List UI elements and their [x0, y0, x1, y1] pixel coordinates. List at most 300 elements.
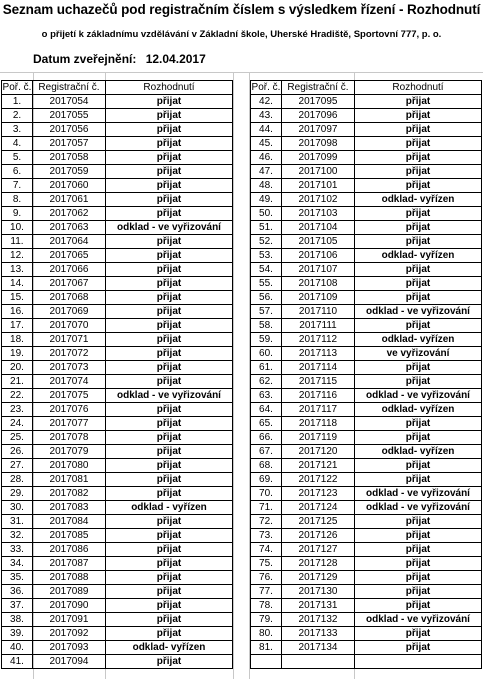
row-result: odklad- vyřízen [355, 249, 482, 263]
page-subtitle: o přijetí k základnímu vzdělávání v Základní škole, Uherské Hradiště, Sportovní 777, p. o. [41, 29, 442, 40]
table-row [2, 459, 233, 473]
table-row [2, 95, 233, 109]
row-result: přijat [355, 291, 482, 305]
row-index: 55. [251, 277, 282, 291]
table-row [2, 333, 233, 347]
row-reg-number: 2017090 [33, 599, 106, 613]
row-result: přijat [106, 123, 233, 137]
table-row [251, 361, 482, 375]
row-reg-number: 2017107 [282, 263, 355, 277]
row-index: 40. [2, 641, 33, 655]
row-index: 79. [251, 613, 282, 627]
row-result: přijat [355, 627, 482, 641]
row-index: 41. [2, 655, 33, 669]
table-row [251, 123, 482, 137]
row-result: přijat [106, 459, 233, 473]
row-reg-number: 2017121 [282, 459, 355, 473]
row-result: přijat [106, 557, 233, 571]
row-reg-number: 2017074 [33, 375, 106, 389]
table-row [251, 305, 482, 319]
row-index: 38. [2, 613, 33, 627]
row-reg-number: 2017082 [33, 487, 106, 501]
row-index: 54. [251, 263, 282, 277]
table-row [2, 151, 233, 165]
row-index: 17. [2, 319, 33, 333]
table-row [2, 361, 233, 375]
row-result: přijat [355, 95, 482, 109]
row-result: přijat [106, 165, 233, 179]
row-result: přijat [106, 613, 233, 627]
row-result: přijat [106, 291, 233, 305]
table-row [2, 277, 233, 291]
row-index: 19. [2, 347, 33, 361]
table-row [2, 137, 233, 151]
row-result: přijat [355, 137, 482, 151]
row-result: odklad- vyřízen [355, 445, 482, 459]
row-result: přijat [106, 193, 233, 207]
row-reg-number: 2017079 [33, 445, 106, 459]
row-result: přijat [106, 445, 233, 459]
table-row [2, 473, 233, 487]
row-reg-number: 2017096 [282, 109, 355, 123]
row-index: 2. [2, 109, 33, 123]
row-result: přijat [106, 151, 233, 165]
date-label: Datum zveřejnění: [33, 52, 137, 66]
row-index: 58. [251, 319, 282, 333]
table-row [251, 207, 482, 221]
row-result: přijat [355, 515, 482, 529]
row-index: 72. [251, 515, 282, 529]
row-result: přijat [355, 319, 482, 333]
row-result: přijat [106, 235, 233, 249]
table-row [2, 403, 233, 417]
row-index: 62. [251, 375, 282, 389]
row-reg-number: 2017071 [33, 333, 106, 347]
row-index: 33. [2, 543, 33, 557]
row-index: 74. [251, 543, 282, 557]
row-result: přijat [355, 459, 482, 473]
row-index: 14. [2, 277, 33, 291]
table-row [2, 431, 233, 445]
row-index: 25. [2, 431, 33, 445]
row-result: přijat [106, 543, 233, 557]
row-result: přijat [355, 641, 482, 655]
row-result: přijat [106, 361, 233, 375]
row-index: 34. [2, 557, 33, 571]
results-table-right [250, 80, 482, 669]
row-reg-number: 2017081 [33, 473, 106, 487]
results-table-left [1, 80, 233, 669]
row-index: 6. [2, 165, 33, 179]
row-result: přijat [106, 375, 233, 389]
row-reg-number: 2017089 [33, 585, 106, 599]
row-index: 45. [251, 137, 282, 151]
row-reg-number: 2017065 [33, 249, 106, 263]
row-reg-number: 2017110 [282, 305, 355, 319]
date-value: 12.04.2017 [145, 52, 206, 66]
row-result: přijat [106, 515, 233, 529]
row-reg-number: 2017134 [282, 641, 355, 655]
table-row [251, 165, 482, 179]
header-index: Poř. č. [2, 82, 32, 93]
row-index: 80. [251, 627, 282, 641]
table-row [251, 263, 482, 277]
row-result: přijat [355, 235, 482, 249]
table-row [2, 375, 233, 389]
table-row [2, 613, 233, 627]
row-reg-number: 2017088 [33, 571, 106, 585]
table-row [2, 179, 233, 193]
row-result: přijat [106, 249, 233, 263]
row-result: přijat [355, 277, 482, 291]
row-index: 13. [2, 263, 33, 277]
row-index: 27. [2, 459, 33, 473]
table-row [2, 319, 233, 333]
row-index: 20. [2, 361, 33, 375]
row-result: přijat [355, 151, 482, 165]
table-row [2, 501, 233, 515]
row-index: 31. [2, 515, 33, 529]
row-reg-number: 2017058 [33, 151, 106, 165]
table-header-row [2, 81, 233, 95]
row-reg-number: 2017122 [282, 473, 355, 487]
row-reg-number: 2017055 [33, 109, 106, 123]
row-index: 32. [2, 529, 33, 543]
row-reg-number: 2017108 [282, 277, 355, 291]
table-row [2, 249, 233, 263]
row-reg-number: 2017104 [282, 221, 355, 235]
row-reg-number: 2017092 [33, 627, 106, 641]
table-row [251, 277, 482, 291]
row-index: 44. [251, 123, 282, 137]
row-reg-number: 2017132 [282, 613, 355, 627]
row-index: 43. [251, 109, 282, 123]
row-index: 60. [251, 347, 282, 361]
table-row [251, 655, 482, 669]
row-result: přijat [106, 417, 233, 431]
row-index: 30. [2, 501, 33, 515]
row-reg-number: 2017061 [33, 193, 106, 207]
row-result: přijat [355, 431, 482, 445]
row-reg-number: 2017054 [33, 95, 106, 109]
table-row [2, 109, 233, 123]
table-row [2, 263, 233, 277]
row-result: přijat [106, 207, 233, 221]
row-result: přijat [106, 529, 233, 543]
row-index: 24. [2, 417, 33, 431]
row-result: přijat [106, 487, 233, 501]
row-index [251, 655, 282, 669]
row-reg-number: 2017111 [282, 319, 355, 333]
row-reg-number: 2017123 [282, 487, 355, 501]
row-index: 71. [251, 501, 282, 515]
table-row [2, 291, 233, 305]
row-result: odklad - ve vyřizování [355, 487, 482, 501]
table-row [251, 221, 482, 235]
table-row [251, 389, 482, 403]
row-result: přijat [355, 109, 482, 123]
table-row [251, 235, 482, 249]
table-row [2, 193, 233, 207]
table-row [251, 319, 482, 333]
row-result: přijat [106, 109, 233, 123]
row-reg-number: 2017127 [282, 543, 355, 557]
row-reg-number: 2017060 [33, 179, 106, 193]
row-index: 78. [251, 599, 282, 613]
table-row [2, 445, 233, 459]
table-row [2, 543, 233, 557]
row-result: přijat [355, 557, 482, 571]
table-row [251, 515, 482, 529]
row-result: odklad- vyřízen [355, 403, 482, 417]
grid-line [0, 72, 483, 73]
row-index: 57. [251, 305, 282, 319]
row-reg-number: 2017083 [33, 501, 106, 515]
row-reg-number: 2017067 [33, 277, 106, 291]
row-reg-number: 2017102 [282, 193, 355, 207]
row-result: přijat [106, 585, 233, 599]
row-index: 64. [251, 403, 282, 417]
row-result: přijat [106, 333, 233, 347]
table-row [2, 655, 233, 669]
row-reg-number: 2017115 [282, 375, 355, 389]
row-result: přijat [355, 179, 482, 193]
row-result: přijat [106, 347, 233, 361]
row-reg-number: 2017063 [33, 221, 106, 235]
row-reg-number: 2017075 [33, 389, 106, 403]
table-header-row [251, 81, 482, 95]
row-index: 63. [251, 389, 282, 403]
header-result: Rozhodnutí [106, 81, 233, 95]
row-reg-number: 2017062 [33, 207, 106, 221]
row-reg-number: 2017059 [33, 165, 106, 179]
table-row [251, 473, 482, 487]
row-index: 48. [251, 179, 282, 193]
row-reg-number: 2017094 [33, 655, 106, 669]
table-row [251, 109, 482, 123]
table-row [2, 417, 233, 431]
table-row [251, 417, 482, 431]
row-index: 18. [2, 333, 33, 347]
page-title: Seznam uchazečů pod registračním číslem s výsledkem řízení - Rozhodnutí [2, 2, 481, 17]
row-result: přijat [355, 599, 482, 613]
row-reg-number: 2017056 [33, 123, 106, 137]
table-body-right [251, 95, 482, 669]
row-result: přijat [355, 263, 482, 277]
row-reg-number: 2017070 [33, 319, 106, 333]
row-result: odklad - ve vyřizování [106, 389, 233, 403]
header-result: Rozhodnutí [355, 81, 482, 95]
row-result: přijat [355, 207, 482, 221]
header-reg: Registrační č. [33, 81, 106, 95]
row-result: přijat [106, 319, 233, 333]
row-reg-number: 2017129 [282, 571, 355, 585]
row-result: přijat [106, 655, 233, 669]
table-row [251, 193, 482, 207]
row-reg-number: 2017113 [282, 347, 355, 361]
row-result: odklad- vyřízen [355, 193, 482, 207]
row-result [355, 655, 482, 669]
row-reg-number: 2017093 [33, 641, 106, 655]
row-index: 56. [251, 291, 282, 305]
table-row [2, 207, 233, 221]
row-index: 59. [251, 333, 282, 347]
row-result: odklad- vyřízen [355, 333, 482, 347]
row-result: přijat [355, 529, 482, 543]
table-row [251, 613, 482, 627]
row-index: 10. [2, 221, 33, 235]
row-index: 15. [2, 291, 33, 305]
row-reg-number: 2017087 [33, 557, 106, 571]
table-row [2, 557, 233, 571]
row-index: 8. [2, 193, 33, 207]
row-reg-number: 2017099 [282, 151, 355, 165]
row-index: 66. [251, 431, 282, 445]
table-row [251, 529, 482, 543]
row-reg-number: 2017085 [33, 529, 106, 543]
row-result: přijat [106, 403, 233, 417]
row-reg-number: 2017114 [282, 361, 355, 375]
row-result: odklad - ve vyřizování [355, 501, 482, 515]
table-row [251, 627, 482, 641]
table-row [251, 347, 482, 361]
table-row [2, 641, 233, 655]
row-reg-number: 2017072 [33, 347, 106, 361]
row-index: 47. [251, 165, 282, 179]
row-reg-number: 2017080 [33, 459, 106, 473]
row-reg-number: 2017118 [282, 417, 355, 431]
row-index: 4. [2, 137, 33, 151]
row-index: 1. [2, 95, 33, 109]
row-index: 68. [251, 459, 282, 473]
table-row [2, 487, 233, 501]
row-result: přijat [355, 417, 482, 431]
publication-date [33, 52, 206, 66]
row-index: 81. [251, 641, 282, 655]
row-reg-number: 2017125 [282, 515, 355, 529]
table-row [2, 529, 233, 543]
row-index: 52. [251, 235, 282, 249]
row-result: odklad - vyřízen [106, 501, 233, 515]
row-index: 46. [251, 151, 282, 165]
row-reg-number: 2017112 [282, 333, 355, 347]
row-reg-number: 2017101 [282, 179, 355, 193]
row-reg-number: 2017100 [282, 165, 355, 179]
row-index: 36. [2, 585, 33, 599]
row-result: přijat [106, 277, 233, 291]
row-result: přijat [106, 571, 233, 585]
row-index: 53. [251, 249, 282, 263]
row-index: 35. [2, 571, 33, 585]
table-row [251, 487, 482, 501]
row-index: 76. [251, 571, 282, 585]
row-result: ve vyřizování [355, 347, 482, 361]
row-result: přijat [106, 263, 233, 277]
row-index: 37. [2, 599, 33, 613]
row-index: 21. [2, 375, 33, 389]
table-row [251, 95, 482, 109]
table-row [2, 627, 233, 641]
row-reg-number: 2017117 [282, 403, 355, 417]
table-row [251, 445, 482, 459]
row-result: přijat [355, 473, 482, 487]
row-index: 70. [251, 487, 282, 501]
row-result: přijat [106, 179, 233, 193]
row-index: 61. [251, 361, 282, 375]
row-index: 73. [251, 529, 282, 543]
table-row [251, 151, 482, 165]
row-reg-number: 2017095 [282, 95, 355, 109]
row-result: přijat [106, 627, 233, 641]
row-result: přijat [106, 431, 233, 445]
row-index: 22. [2, 389, 33, 403]
row-reg-number: 2017120 [282, 445, 355, 459]
row-result: odklad - ve vyřizování [355, 389, 482, 403]
table-row [2, 165, 233, 179]
row-result: přijat [355, 361, 482, 375]
row-reg-number: 2017116 [282, 389, 355, 403]
row-result: přijat [355, 585, 482, 599]
row-index: 29. [2, 487, 33, 501]
table-row [2, 221, 233, 235]
table-row [251, 403, 482, 417]
row-index: 5. [2, 151, 33, 165]
row-index: 65. [251, 417, 282, 431]
row-result: přijat [106, 95, 233, 109]
table-row [251, 137, 482, 151]
table-row [251, 431, 482, 445]
row-reg-number: 2017077 [33, 417, 106, 431]
table-row [251, 249, 482, 263]
row-reg-number: 2017064 [33, 235, 106, 249]
row-index: 67. [251, 445, 282, 459]
row-result: odklad - ve vyřizování [355, 305, 482, 319]
header-reg: Registrační č. [282, 81, 355, 95]
table-row [2, 599, 233, 613]
table-row [2, 235, 233, 249]
row-reg-number: 2017130 [282, 585, 355, 599]
row-reg-number: 2017078 [33, 431, 106, 445]
grid-line [233, 72, 234, 679]
row-reg-number: 2017131 [282, 599, 355, 613]
row-reg-number: 2017109 [282, 291, 355, 305]
row-result: přijat [355, 221, 482, 235]
table-row [251, 375, 482, 389]
row-result: přijat [355, 543, 482, 557]
row-result: přijat [106, 305, 233, 319]
row-index: 50. [251, 207, 282, 221]
table-row [251, 459, 482, 473]
table-body-left [2, 95, 233, 669]
row-reg-number: 2017106 [282, 249, 355, 263]
row-result: přijat [355, 123, 482, 137]
row-reg-number: 2017091 [33, 613, 106, 627]
row-result: přijat [355, 375, 482, 389]
row-reg-number: 2017128 [282, 557, 355, 571]
row-index: 7. [2, 179, 33, 193]
row-index: 12. [2, 249, 33, 263]
row-index: 26. [2, 445, 33, 459]
row-index: 51. [251, 221, 282, 235]
table-row [251, 501, 482, 515]
row-result: přijat [106, 137, 233, 151]
row-index: 16. [2, 305, 33, 319]
row-result: odklad - ve vyřizování [106, 221, 233, 235]
row-reg-number: 2017068 [33, 291, 106, 305]
row-index: 75. [251, 557, 282, 571]
row-result: přijat [355, 571, 482, 585]
table-row [251, 585, 482, 599]
